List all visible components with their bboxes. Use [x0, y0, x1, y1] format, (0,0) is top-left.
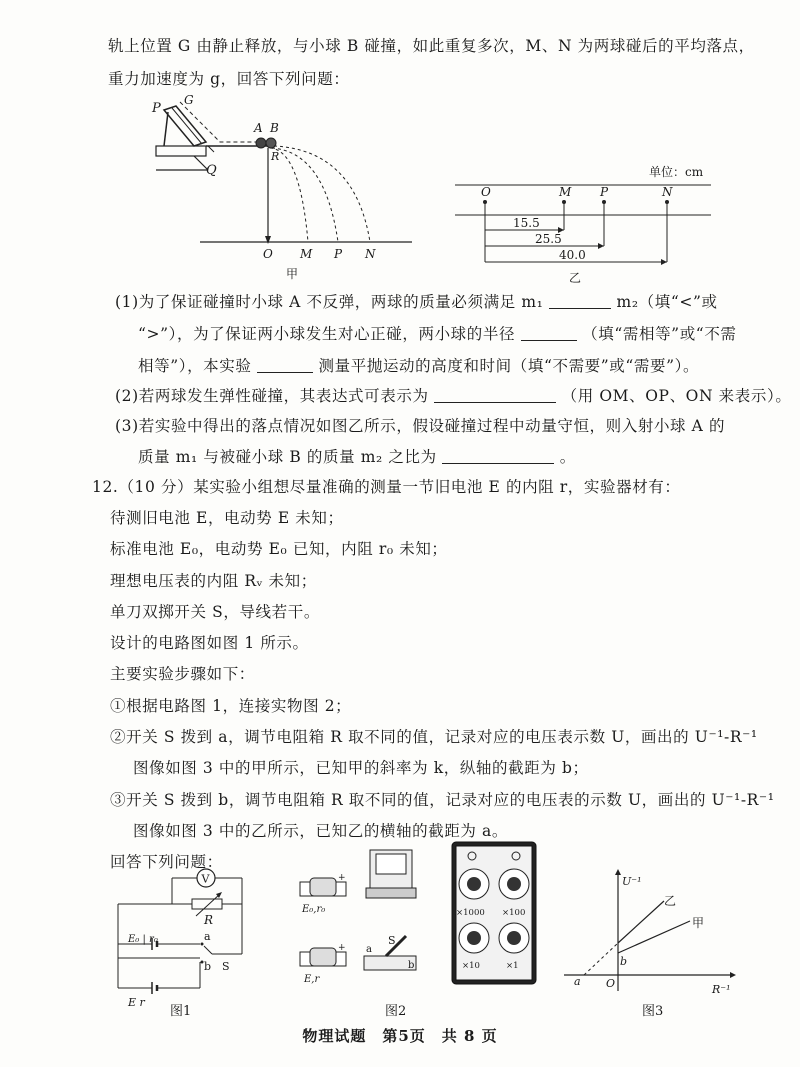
q12-material-3: 理想电压表的内阻 Rᵥ 未知；	[110, 572, 317, 590]
q11-p1f: 测量平抛运动的高度和时间（填“不需要”或“需要”）。	[318, 357, 700, 375]
fig3-line-jia-label: 甲	[692, 916, 705, 930]
fig2-e0-label: E₀,r₀	[302, 904, 326, 915]
dial-x1000: ×1000	[456, 908, 485, 918]
figure-yi	[455, 160, 715, 290]
q11-p2b: （用 OM、OP、ON 来表示）。	[561, 387, 792, 405]
e0-r0-label: E₀ | r₀	[128, 934, 158, 945]
q12-step-3-line1: ③开关 S 拨到 b，调节电阻箱 R 取不同的值，记录对应的电压表的示数 U，画出的 U⁻¹-R⁻¹	[110, 791, 775, 809]
dial-x10: ×10	[462, 961, 480, 971]
caption-fig3: 图3	[642, 1004, 664, 1019]
page-footer: 物理试题 第5页 共 8 页	[302, 1027, 498, 1045]
svg-text:+: +	[338, 873, 346, 883]
q12-step-3-line2: 图像如图 3 中的乙所示，已知乙的横轴的截距为 a。	[133, 822, 508, 840]
yi-point-p: P	[600, 185, 609, 199]
svg-text:+: +	[338, 943, 346, 953]
q12-material-2: 标准电池 E₀，电动势 E₀ 已知，内阻 r₀ 未知；	[110, 540, 448, 558]
label-g: G	[184, 93, 194, 107]
switch-s-label: S	[222, 960, 230, 973]
q12-step-1: ①根据电路图 1，连接实物图 2；	[110, 697, 352, 715]
figure-1-circuit	[112, 858, 252, 1013]
q11-part2	[115, 385, 791, 407]
dist-on: 40.0	[559, 248, 586, 262]
q11-p2a: (2)若两球发生弹性碰撞，其表达式可表示为	[115, 387, 429, 405]
yi-point-m: M	[559, 185, 572, 199]
q11-p3c: 。	[559, 448, 576, 466]
dial-x1: ×1	[506, 961, 519, 971]
fig3-x-axis-label: R⁻¹	[712, 983, 731, 995]
voltmeter-label: V	[201, 872, 210, 886]
label-q: Q	[206, 163, 217, 178]
caption-jia: 甲	[286, 267, 299, 281]
switch-b-label: b	[204, 960, 212, 973]
answer-blank-3[interactable]	[257, 358, 313, 373]
caption-yi: 乙	[569, 271, 582, 285]
answer-blank-2[interactable]	[521, 326, 577, 341]
fig3-intercept-a: a	[574, 975, 581, 988]
fig3-origin: O	[606, 977, 616, 990]
q11-p1e: 相等”），本实验	[138, 357, 252, 375]
q12-material-1: 待测旧电池 E，电动势 E 未知；	[110, 509, 344, 527]
q11-part3-line1: (3)若实验中得出的落点情况如图乙所示，假设碰撞过程中动量守恒，则入射小球 A 的	[115, 417, 726, 435]
label-m: M	[300, 247, 313, 261]
fig2-a-label: a	[366, 944, 372, 955]
dist-om: 15.5	[513, 216, 540, 230]
resistor-label: R	[204, 913, 214, 927]
fig3-y-axis-label: U⁻¹	[622, 875, 642, 888]
figure-jia	[150, 92, 430, 287]
q12-step-2-line2: 图像如图 3 中的甲所示，已知甲的斜率为 k，纵轴的截距为 b；	[133, 759, 589, 777]
q11-p1d: （填“需相等”或“不需	[582, 325, 737, 343]
fig2-s-label: S	[388, 934, 396, 947]
q12-header: 12.（10 分）某实验小组想尽量准确的测量一节旧电池 E 的内阻 r，实验器材有：	[92, 478, 681, 496]
fig3-intercept-b: b	[620, 955, 628, 968]
label-o: O	[263, 247, 273, 261]
q11-part1-line2	[138, 323, 737, 345]
yi-point-o: O	[481, 185, 491, 199]
answer-blank-1[interactable]	[549, 294, 611, 309]
intro-line-1: 轨上位置 G 由静止释放，与小球 B 碰撞，如此重复多次，M、N 为两球碰后的平均落点，	[108, 37, 755, 55]
q11-part3-line2	[138, 446, 576, 468]
q12-step-2-line1: ②开关 S 拨到 a，调节电阻箱 R 取不同的值，记录对应的电压表示数 U，画出的 U⁻¹-R⁻¹	[110, 728, 758, 746]
intro-line-2: 重力加速度为 g，回答下列问题：	[108, 70, 350, 88]
q11-p3b: 质量 m₁ 与被碰小球 B 的质量 m₂ 之比为	[138, 448, 437, 466]
yi-point-n: N	[662, 185, 673, 199]
label-p2: P	[334, 247, 343, 261]
q12-steps-heading: 主要实验步骤如下：	[110, 665, 255, 683]
label-n: N	[365, 247, 376, 261]
label-b: B	[270, 121, 279, 135]
q12-answer-heading: 回答下列问题：	[110, 853, 223, 871]
dist-op: 25.5	[535, 232, 562, 246]
caption-fig2: 图2	[385, 1004, 407, 1019]
figure-3-graph	[560, 865, 740, 995]
switch-a-label: a	[204, 930, 211, 943]
fig2-e-label: E,r	[304, 974, 320, 985]
q11-p1a: (1)为了保证碰撞时小球 A 不反弹，两球的质量必须满足 m₁	[115, 293, 544, 311]
q11-p1b: m₂（填“<”或	[616, 293, 718, 311]
label-p: P	[152, 101, 161, 116]
q12-material-5: 设计的电路图如图 1 所示。	[110, 634, 309, 652]
e-r-label: E r	[128, 996, 145, 1009]
q11-part1-line3	[138, 355, 699, 377]
dial-x100: ×100	[502, 908, 526, 918]
fig2-b-label: b	[408, 960, 415, 971]
unit-label: 单位：cm	[649, 165, 704, 179]
answer-blank-4[interactable]	[434, 388, 556, 403]
q11-part1-line1	[115, 291, 718, 313]
fig3-line-yi-label: 乙	[664, 894, 677, 908]
figure-2-apparatus	[290, 840, 550, 995]
q12-material-4: 单刀双掷开关 S，导线若干。	[110, 603, 320, 621]
label-r: R	[271, 150, 280, 163]
answer-blank-5[interactable]	[442, 449, 554, 464]
caption-fig1: 图1	[170, 1004, 192, 1019]
q11-p1c: “>”），为了保证两小球发生对心正碰，两小球的半径	[138, 325, 516, 343]
label-a: A	[254, 121, 263, 135]
